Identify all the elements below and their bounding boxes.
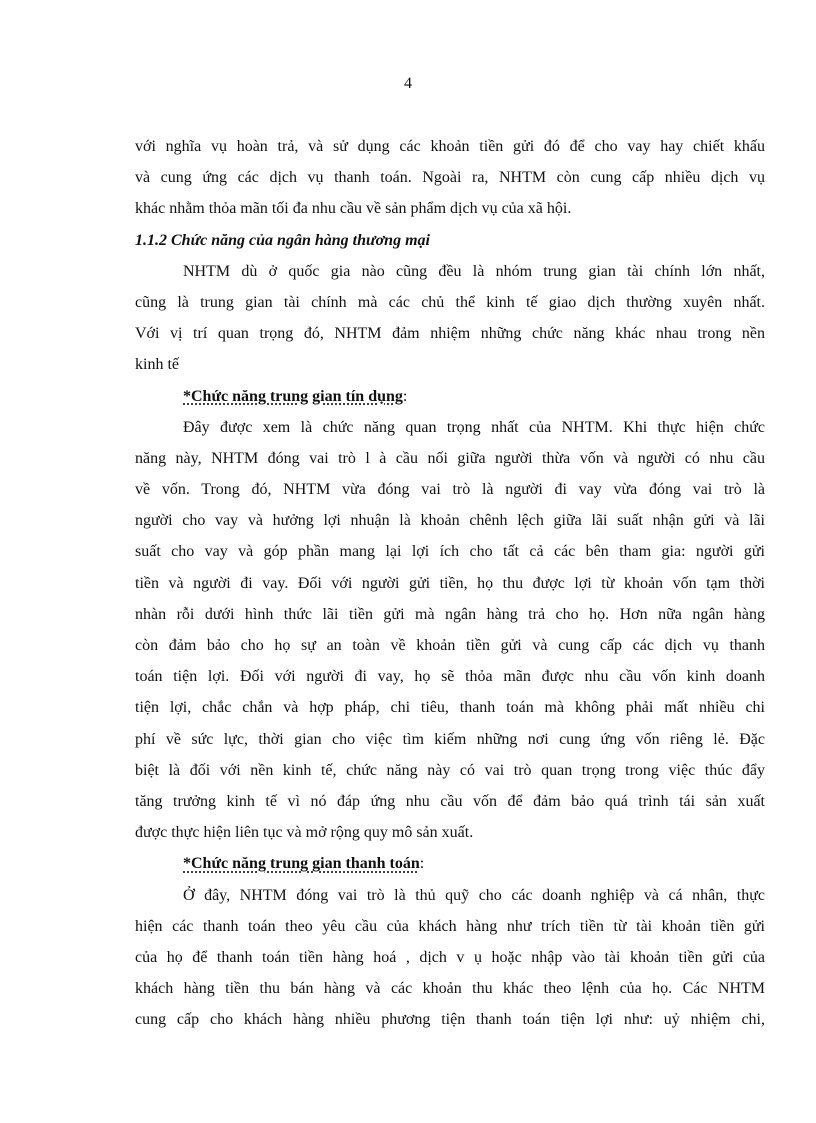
- text-line: kinh tế: [135, 356, 179, 374]
- text-line: NHTM dù ở quốc gia nào cũng đều là nhóm trung gian tài chính lớn nhất,: [183, 262, 765, 280]
- page-number: 4: [404, 75, 412, 92]
- section-heading: 1.1.2 Chức năng của ngân hàng thương mại: [135, 231, 430, 249]
- text-line: cũng là trung gian tài chính mà các chủ thể kinh tế giao dịch thường xuyên nhất.: [135, 293, 765, 311]
- text-line: tiền và người đi vay. Đối với người gửi tiền, họ thu được lợi từ khoản vốn tạm thời: [135, 574, 765, 592]
- page-body: [135, 131, 765, 1035]
- text-line: năng này, NHTM đóng vai trò l à cầu nối giữa người thừa vốn và người có nhu cầu: [135, 449, 765, 467]
- text-line: với nghĩa vụ hoàn trả, và sử dụng các khoản tiền gửi đó để cho vay hay chiết khấu: [135, 138, 765, 155]
- text-line: người cho vay và hưởng lợi nhuận là khoản chênh lệch giữa lãi suất nhận gửi và lãi: [135, 512, 765, 530]
- text-line: còn đảm bảo cho họ sự an toàn về khoản tiền gửi và cung cấp các dịch vụ thanh: [135, 637, 765, 654]
- intro-paragraph: [135, 131, 765, 225]
- payment-subheading: [135, 848, 765, 879]
- text-line: Đây được xem là chức năng quan trọng nhất của NHTM. Khi thực hiện chức: [183, 418, 765, 436]
- text-line: được thực hiện liên tục và mở rộng quy mô sản xuất.: [135, 824, 474, 842]
- credit-subheading-suffix: :: [402, 387, 408, 405]
- text-line: tăng trưởng kinh tế vì nó đáp ứng nhu cầu vốn để đảm bảo quá trình tái sản xuất: [135, 792, 765, 810]
- credit-subheading: [135, 381, 765, 412]
- credit-subheading-label: *Chức năng trung gian tín dụng: [183, 387, 403, 405]
- payment-subheading-label: *Chức năng trung gian thanh toán: [183, 855, 420, 873]
- text-line: khác nhằm thỏa mãn tối đa nhu cầu về sản phẩm dịch vụ của xã hội.: [135, 200, 572, 218]
- text-line: Ở đây, NHTM đóng vai trò là thủ quỹ cho các doanh nghiệp và cá nhân, thực: [183, 886, 765, 904]
- credit-paragraph: [135, 412, 765, 849]
- text-line: hiện các thanh toán theo yêu cầu của khách hàng như trích tiền từ tài khoản tiền gửi: [135, 917, 765, 935]
- text-line: về vốn. Trong đó, NHTM vừa đóng vai trò là người đi vay vừa đóng vai trò là: [135, 481, 765, 499]
- text-line: cung cấp cho khách hàng nhiều phương tiện thanh toán tiện lợi như: uỷ nhiệm chi,: [135, 1011, 765, 1029]
- text-line: toán tiện lợi. Đối với người đi vay, họ sẽ thỏa mãn được nhu cầu vốn kinh doanh: [135, 668, 765, 686]
- text-line: khách hàng tiền thu bán hàng và các khoản thu khác theo lệnh của họ. Các NHTM: [135, 980, 765, 998]
- text-line: nhàn rỗi dưới hình thức lãi tiền gửi mà ngân hàng trả cho họ. Hơn nữa ngân hàng: [135, 605, 765, 623]
- text-line: của họ để thanh toán tiền hàng hoá , dịch v ụ hoặc nhập vào tài khoản tiền gửi của: [135, 948, 765, 966]
- payment-paragraph: [135, 880, 765, 1036]
- text-line: phí về sức lực, thời gian cho việc tìm kiếm những nơi cung ứng vốn riêng lẻ. Đặc: [135, 730, 765, 748]
- text-line: suất cho vay và góp phần mang lại lợi ích cho tất cả các bên tham gia: người gửi: [135, 543, 765, 561]
- text-line: Với vị trí quan trọng đó, NHTM đảm nhiệm những chức năng khác nhau trong nền: [135, 325, 765, 343]
- payment-subheading-suffix: :: [419, 855, 425, 873]
- text-line: biệt là đối với nền kinh tế, chức năng này có vai trò quan trọng trong việc thúc đẩy: [135, 761, 765, 779]
- text-line: tiện lợi, chắc chắn và hợp pháp, chi tiêu, thanh toán mà không phải mất nhiều chi: [135, 699, 765, 717]
- text-line: và cung ứng các dịch vụ thanh toán. Ngoài ra, NHTM còn cung cấp nhiều dịch vụ: [135, 169, 765, 187]
- section-paragraph: [135, 256, 765, 381]
